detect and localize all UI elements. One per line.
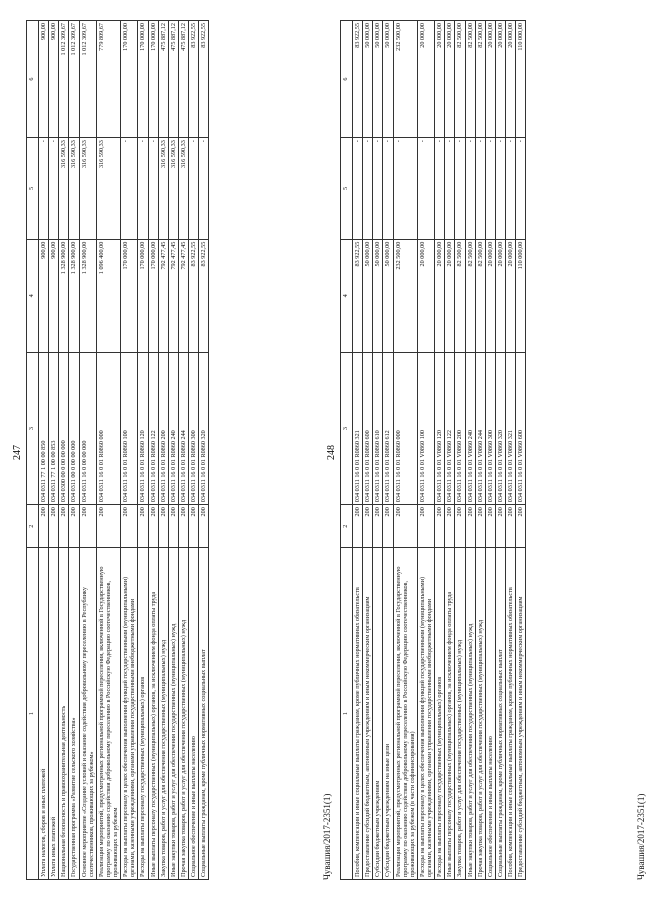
- table-row: [189, 21, 199, 880]
- cell-v5: -: [189, 138, 199, 240]
- cell-v5: -: [383, 138, 393, 240]
- cell-v5: 316 590,33: [96, 138, 120, 240]
- table-row: [495, 21, 505, 880]
- table-row: [79, 21, 96, 880]
- cell-name: Уплата налогов, сборов и иных платежей: [39, 548, 49, 880]
- table-row: [465, 21, 475, 880]
- cell-code: 200: [79, 505, 96, 548]
- col-header: 4: [341, 239, 353, 352]
- cell-v4: 110 000,00: [516, 239, 526, 352]
- table-row: [353, 21, 363, 880]
- cell-v4: 83 922,55: [353, 239, 363, 352]
- cell-kbk: 034 0311 16 0 01 V0860 100: [417, 352, 434, 504]
- cell-code: 200: [69, 505, 79, 548]
- cell-name: Реализация мероприятий, предусмотренных региональной программой переселения, включенной в Государственную программу по оказанию содействия добровольному переселению в Российскую Федерацию соотечественников, проживающих за рубежом: [96, 548, 120, 880]
- cell-name: Расходы на выплаты персоналу государственных (муниципальных) органов: [435, 548, 445, 880]
- cell-code: 200: [121, 505, 138, 548]
- cell-code: 200: [485, 505, 495, 548]
- cell-v6: 20 000,00: [495, 21, 505, 138]
- cell-v5: -: [121, 138, 138, 240]
- cell-v4: 792 477,45: [158, 239, 168, 352]
- col-header: 5: [341, 138, 353, 240]
- cell-name: Пособия, компенсации и иные социальные выплаты гражданам, кроме публичных нормативных обязательств: [506, 548, 516, 880]
- cell-kbk: 034 0300 00 0 00 00 000: [59, 352, 69, 504]
- cell-v6: 20 000,00: [506, 21, 516, 138]
- cell-v5: 316 590,33: [168, 138, 178, 240]
- cell-v5: -: [353, 138, 363, 240]
- table-row: [178, 21, 188, 880]
- cell-name: Закупка товаров, работ и услуг для обеспечения государственных (муниципальных) нужд: [455, 548, 465, 880]
- cell-v4: 50 000,00: [363, 239, 373, 352]
- cell-kbk: 034 0311 77 1 00 00 850: [39, 352, 49, 504]
- cell-code: 200: [178, 505, 188, 548]
- col-header: 5: [27, 138, 39, 240]
- cell-code: 200: [373, 505, 383, 548]
- cell-name: Иные закупки товаров, работ и услуг для обеспечения государственных (муниципальных) нужд: [168, 548, 178, 880]
- cell-name: Иные закупки товаров, работ и услуг для обеспечения государственных (муниципальных) нужд: [465, 548, 475, 880]
- cell-code: 200: [49, 505, 59, 548]
- cell-name: Социальные выплаты гражданам, кроме публичных нормативных социальных выплат: [495, 548, 505, 880]
- cell-name: Иные выплаты персоналу государственных (муниципальных) органов, за исключением фонда оплаты труда: [148, 548, 158, 880]
- cell-v6: 20 000,00: [417, 21, 434, 138]
- cell-kbk: 034 0311 16 0 01 R0860 244: [178, 352, 188, 504]
- cell-v4: 1 328 900,00: [59, 239, 69, 352]
- table-header-row: [27, 21, 39, 880]
- table-row: [383, 21, 393, 880]
- cell-kbk: 034 0311 16 0 00 00 000: [79, 352, 96, 504]
- table-row: [168, 21, 178, 880]
- col-header: 1: [27, 548, 39, 880]
- cell-v6: 900,00: [39, 21, 49, 138]
- cell-v6: 82 500,00: [455, 21, 465, 138]
- cell-code: 200: [455, 505, 465, 548]
- cell-name: Уплата иных платежей: [49, 548, 59, 880]
- cell-kbk: 034 0311 16 0 01 R0860 122: [148, 352, 158, 504]
- cell-name: Пособия, компенсации и иные социальные выплаты гражданам, кроме публичных нормативных обязательств: [353, 548, 363, 880]
- table-row: [138, 21, 148, 880]
- cell-code: 200: [168, 505, 178, 548]
- table-row: [96, 21, 120, 880]
- cell-v5: -: [465, 138, 475, 240]
- cell-v4: 170 000,00: [148, 239, 158, 352]
- cell-v5: 316 590,33: [79, 138, 96, 240]
- cell-v4: 20 000,00: [495, 239, 505, 352]
- cell-v4: 900,00: [39, 239, 49, 352]
- cell-v6: 83 922,55: [199, 21, 209, 138]
- cell-code: 200: [417, 505, 434, 548]
- cell-code: 200: [158, 505, 168, 548]
- cell-v4: 792 477,45: [178, 239, 188, 352]
- cell-code: 200: [516, 505, 526, 548]
- table-header-row: [341, 21, 353, 880]
- table-row: [121, 21, 138, 880]
- cell-v4: 20 000,00: [445, 239, 455, 352]
- cell-code: 200: [96, 505, 120, 548]
- cell-kbk: 034 0311 16 0 01 R0860 320: [199, 352, 209, 504]
- cell-v6: 20 000,00: [445, 21, 455, 138]
- cell-v4: 170 000,00: [121, 239, 138, 352]
- table-row: [417, 21, 434, 880]
- cell-v6: 170 000,00: [138, 21, 148, 138]
- cell-kbk: 034 0311 16 0 01 V0860 320: [495, 352, 505, 504]
- cell-v5: 316 590,33: [178, 138, 188, 240]
- cell-v5: -: [393, 138, 417, 240]
- cell-v4: 20 000,00: [506, 239, 516, 352]
- cell-v5: -: [199, 138, 209, 240]
- cell-v5: -: [475, 138, 485, 240]
- cell-kbk: 034 0311 16 0 01 V0860 120: [435, 352, 445, 504]
- cell-v4: 20 000,00: [485, 239, 495, 352]
- cell-code: 200: [59, 505, 69, 548]
- cell-kbk: 034 0311 16 0 01 R0860 100: [121, 352, 138, 504]
- col-header: 6: [27, 21, 39, 138]
- cell-v6: 110 000,00: [516, 21, 526, 138]
- cell-code: 200: [138, 505, 148, 548]
- cell-code: 200: [435, 505, 445, 548]
- cell-kbk: 034 0311 16 0 01 R0860 300: [189, 352, 199, 504]
- cell-kbk: 034 0311 16 0 01 R0860 120: [138, 352, 148, 504]
- cell-v6: 170 000,00: [121, 21, 138, 138]
- cell-v4: 82 500,00: [475, 239, 485, 352]
- cell-v4: 20 000,00: [435, 239, 445, 352]
- cell-v6: 232 500,00: [393, 21, 417, 138]
- cell-kbk: 034 0311 16 0 01 R0860 610: [373, 352, 383, 504]
- cell-v4: 83 922,55: [189, 239, 199, 352]
- cell-name: Закупка товаров, работ и услуг для обеспечения государственных (муниципальных) нужд: [158, 548, 168, 880]
- cell-code: 200: [39, 505, 49, 548]
- cell-v5: -: [445, 138, 455, 240]
- col-header: 3: [27, 352, 39, 504]
- cell-code: 200: [506, 505, 516, 548]
- cell-name: Иные выплаты персоналу государственных (муниципальных) органов, за исключением фонда оплаты труда: [445, 548, 455, 880]
- cell-v5: -: [506, 138, 516, 240]
- table-row: [373, 21, 383, 880]
- cell-kbk: 034 0311 77 1 00 00 853: [49, 352, 59, 504]
- cell-v4: 50 000,00: [383, 239, 393, 352]
- cell-name: Реализация мероприятий, предусмотренных региональной программой переселения, включенной в Государственную программу по оказанию содействия добровольному переселению в Российскую Федерацию соотечественников, проживающих за рубежом (в части софинансирования): [393, 548, 417, 880]
- cell-name: Предоставление субсидий бюджетным, автономным учреждениям и иным некоммерческим организациям: [516, 548, 526, 880]
- cell-name: Предоставление субсидий бюджетным, автономным учреждениям и иным некоммерческим организациям: [363, 548, 373, 880]
- cell-v6: 1 012 309,67: [79, 21, 96, 138]
- cell-code: 200: [465, 505, 475, 548]
- cell-v4: 83 922,55: [199, 239, 209, 352]
- cell-v6: 83 922,55: [189, 21, 199, 138]
- table-row: [59, 21, 69, 880]
- cell-v4: 82 500,00: [465, 239, 475, 352]
- cell-kbk: 034 0311 16 0 01 V0860 122: [445, 352, 455, 504]
- cell-v5: -: [363, 138, 373, 240]
- col-header: 6: [341, 21, 353, 138]
- table-row: [158, 21, 168, 880]
- cell-name: Расходы на выплаты персоналу в целях обеспечения выполнения функций государственными (муниципальными) органами, казенными учреждениями, органами управления государственными внебюджетными фондами: [417, 548, 434, 880]
- cell-name: Прочая закупка товаров, работ и услуг для обеспечения государственных (муниципальных) нужд: [475, 548, 485, 880]
- table-row: [435, 21, 445, 880]
- cell-kbk: 034 0311 16 0 01 R0860 600: [363, 352, 373, 504]
- table-row: [393, 21, 417, 880]
- cell-v4: 20 000,00: [417, 239, 434, 352]
- cell-v6: 1 012 309,67: [59, 21, 69, 138]
- table-row: [455, 21, 465, 880]
- table-row: [148, 21, 158, 880]
- cell-v5: -: [148, 138, 158, 240]
- cell-v5: -: [39, 138, 49, 240]
- cell-kbk: 034 0311 16 0 01 R0860 240: [168, 352, 178, 504]
- cell-name: Социальное обеспечение и иные выплаты населению: [485, 548, 495, 880]
- cell-code: 200: [148, 505, 158, 548]
- cell-name: Расходы на выплаты персоналу государственных (муниципальных) органов: [138, 548, 148, 880]
- col-header: 2: [27, 505, 39, 548]
- table-row: [516, 21, 526, 880]
- cell-v6: 50 000,00: [363, 21, 373, 138]
- document-id-right: Чувашия/2017-2351(1): [636, 793, 646, 880]
- cell-v4: 1 328 900,00: [69, 239, 79, 352]
- cell-v6: 50 000,00: [383, 21, 393, 138]
- cell-v4: 50 000,00: [373, 239, 383, 352]
- cell-code: 200: [445, 505, 455, 548]
- cell-v4: 82 500,00: [455, 239, 465, 352]
- col-header: 1: [341, 548, 353, 880]
- table-row: [475, 21, 485, 880]
- cell-v5: -: [417, 138, 434, 240]
- cell-name: Государственная программа «Развитие сельского хозяйства»: [69, 548, 79, 880]
- cell-kbk: 034 0311 16 0 01 V0860 240: [465, 352, 475, 504]
- cell-name: Основное мероприятие «Создание условий и оказание содействия добровольному переселению в Республику соотечественников, проживающих за рубежом»: [79, 548, 96, 880]
- cell-v6: 779 809,67: [96, 21, 120, 138]
- table-row: [445, 21, 455, 880]
- budget-table-left: [26, 20, 209, 880]
- cell-v6: 20 000,00: [485, 21, 495, 138]
- cell-v6: 82 500,00: [475, 21, 485, 138]
- cell-v4: 1 328 900,00: [79, 239, 96, 352]
- cell-code: 200: [495, 505, 505, 548]
- cell-v6: 1 012 309,67: [69, 21, 79, 138]
- cell-name: Прочая закупка товаров, работ и услуг для обеспечения государственных (муниципальных) нужд: [178, 548, 188, 880]
- table-row: [363, 21, 373, 880]
- cell-v5: -: [435, 138, 445, 240]
- cell-v6: 475 887,12: [158, 21, 168, 138]
- cell-v6: 900,00: [49, 21, 59, 138]
- right-page: [326, 20, 646, 880]
- cell-code: 200: [393, 505, 417, 548]
- budget-table-right: [340, 20, 526, 880]
- cell-code: 200: [189, 505, 199, 548]
- cell-name: Расходы на выплаты персоналу в целях обеспечения выполнения функций государственными (муниципальными) органами, казенными учреждениями, органами управления государственными внебюджетными фондами: [121, 548, 138, 880]
- cell-v4: 170 000,00: [138, 239, 148, 352]
- cell-v5: -: [138, 138, 148, 240]
- cell-code: 200: [383, 505, 393, 548]
- col-header: 3: [341, 352, 353, 504]
- cell-kbk: 034 0311 16 0 01 R0860 321: [353, 352, 363, 504]
- cell-v6: 50 000,00: [373, 21, 383, 138]
- cell-kbk: 034 0311 16 0 01 V0860 200: [455, 352, 465, 504]
- table-row: [49, 21, 59, 880]
- cell-v4: 792 477,45: [168, 239, 178, 352]
- cell-kbk: 034 0311 16 0 01 R0860 000: [393, 352, 417, 504]
- cell-v5: -: [49, 138, 59, 240]
- cell-v5: 316 590,33: [59, 138, 69, 240]
- cell-name: Социальные выплаты гражданам, кроме публичных нормативных социальных выплат: [199, 548, 209, 880]
- table-row: [199, 21, 209, 880]
- cell-v5: -: [373, 138, 383, 240]
- cell-kbk: 034 0311 16 0 01 V0860 300: [485, 352, 495, 504]
- cell-name: Субсидии бюджетным учреждениям: [373, 548, 383, 880]
- cell-name: Национальная безопасность и правоохранительная деятельность: [59, 548, 69, 880]
- cell-v5: -: [516, 138, 526, 240]
- table-row: [506, 21, 516, 880]
- cell-v6: 20 000,00: [435, 21, 445, 138]
- cell-v4: 1 096 400,00: [96, 239, 120, 352]
- cell-kbk: 034 0311 00 0 00 00 000: [69, 352, 79, 504]
- cell-v5: -: [455, 138, 465, 240]
- cell-name: Социальное обеспечение и иные выплаты населению: [189, 548, 199, 880]
- col-header: 2: [341, 505, 353, 548]
- table-row: [39, 21, 49, 880]
- cell-name: Субсидии бюджетным учреждениям на иные цели: [383, 548, 393, 880]
- cell-v4: 900,00: [49, 239, 59, 352]
- col-header: 4: [27, 239, 39, 352]
- cell-v4: 232 500,00: [393, 239, 417, 352]
- cell-v6: 170 000,00: [148, 21, 158, 138]
- cell-kbk: 034 0311 16 0 01 R0860 200: [158, 352, 168, 504]
- cell-v6: 475 887,12: [168, 21, 178, 138]
- page-number-right: 248: [326, 445, 337, 460]
- cell-v6: 82 500,00: [465, 21, 475, 138]
- cell-v5: 316 590,33: [69, 138, 79, 240]
- cell-code: 200: [363, 505, 373, 548]
- cell-code: 200: [353, 505, 363, 548]
- page-number-left: 247: [12, 445, 23, 460]
- cell-kbk: 034 0311 16 0 01 V0860 600: [516, 352, 526, 504]
- cell-v5: -: [495, 138, 505, 240]
- cell-kbk: 034 0311 16 0 01 V0860 244: [475, 352, 485, 504]
- table-row: [485, 21, 495, 880]
- cell-code: 200: [199, 505, 209, 548]
- cell-kbk: 034 0311 16 0 01 R0860 612: [383, 352, 393, 504]
- cell-v5: -: [485, 138, 495, 240]
- cell-v6: 475 887,12: [178, 21, 188, 138]
- document-id-left: Чувашия/2017-2351(1): [322, 793, 332, 880]
- cell-v6: 83 922,55: [353, 21, 363, 138]
- cell-code: 200: [475, 505, 485, 548]
- table-row: [69, 21, 79, 880]
- cell-kbk: 034 0311 16 0 01 V0860 321: [506, 352, 516, 504]
- cell-kbk: 034 0311 16 0 01 R0860 000: [96, 352, 120, 504]
- cell-v5: 316 590,33: [158, 138, 168, 240]
